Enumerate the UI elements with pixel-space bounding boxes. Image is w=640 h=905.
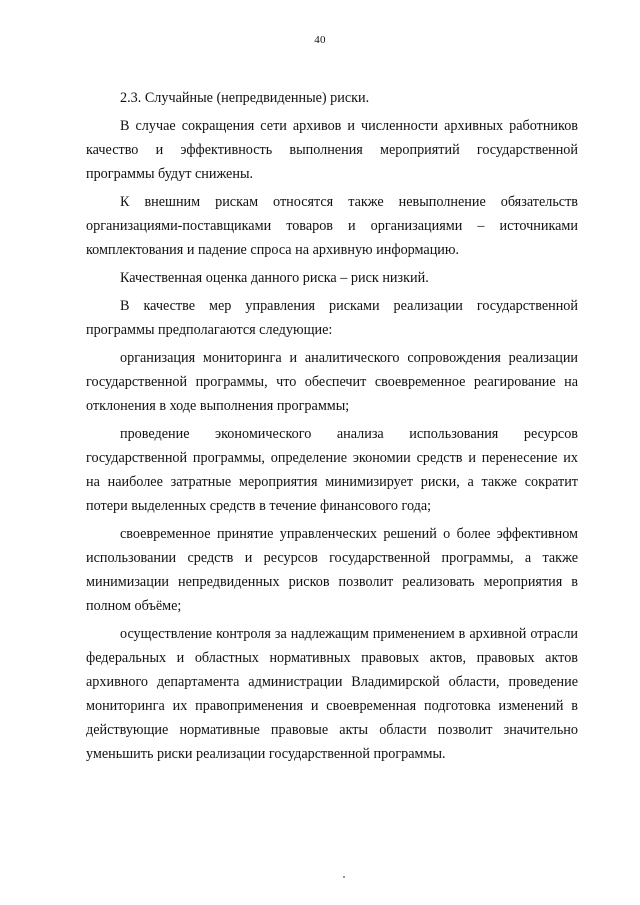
paragraph-external-risks: К внешним рискам относятся также невыполнение обязательств организациями-поставщиками товаров и организациями – источниками комплектования и падение спроса на архивную информацию.	[86, 194, 578, 258]
paragraph-staff-reduction: В случае сокращения сети архивов и численности архивных работников качество и эффективность выполнения мероприятий государственной программы будут снижены.	[86, 118, 578, 182]
paragraph-risk-assessment: Качественная оценка данного риска – риск низкий.	[120, 270, 429, 286]
paragraph-management-decisions: своевременное принятие управленческих решений о более эффективном использовании средств и ресурсов государственной программы, а также минимизации непредвиденных рисков позволит реализовать мероприятия в полном объёме;	[86, 526, 578, 614]
page-number: 40	[314, 34, 326, 46]
paragraph-economic-analysis: проведение экономического анализа использования ресурсов государственной программы, определение экономии средств и перенесение их на наиболее затратные мероприятия минимизирует риски, а также сократит потери выделенных средств в течение финансового года;	[86, 426, 578, 514]
paragraph-legal-control: осуществление контроля за надлежащим применением в архивной отрасли федеральных и областных нормативных правовых актов, правовых актов архивного департамента администрации Владимирской области, проведение мониторинга их правоприменения и своевременная подготовка изменений в действующие нормативные правовые акты области позволит значительно уменьшить риски реализации государственной программы.	[86, 626, 578, 762]
document-body	[86, 86, 578, 766]
paragraph-management-measures: В качестве мер управления рисками реализации государственной программы предполагаются следующие:	[86, 298, 578, 338]
paragraph-monitoring: организация мониторинга и аналитического сопровождения реализации государственной программы, что обеспечит своевременное реагирование на отклонения в ходе выполнения программы;	[86, 350, 578, 414]
scan-speck	[343, 876, 345, 878]
section-heading: 2.3. Случайные (непредвиденные) риски.	[120, 90, 370, 106]
